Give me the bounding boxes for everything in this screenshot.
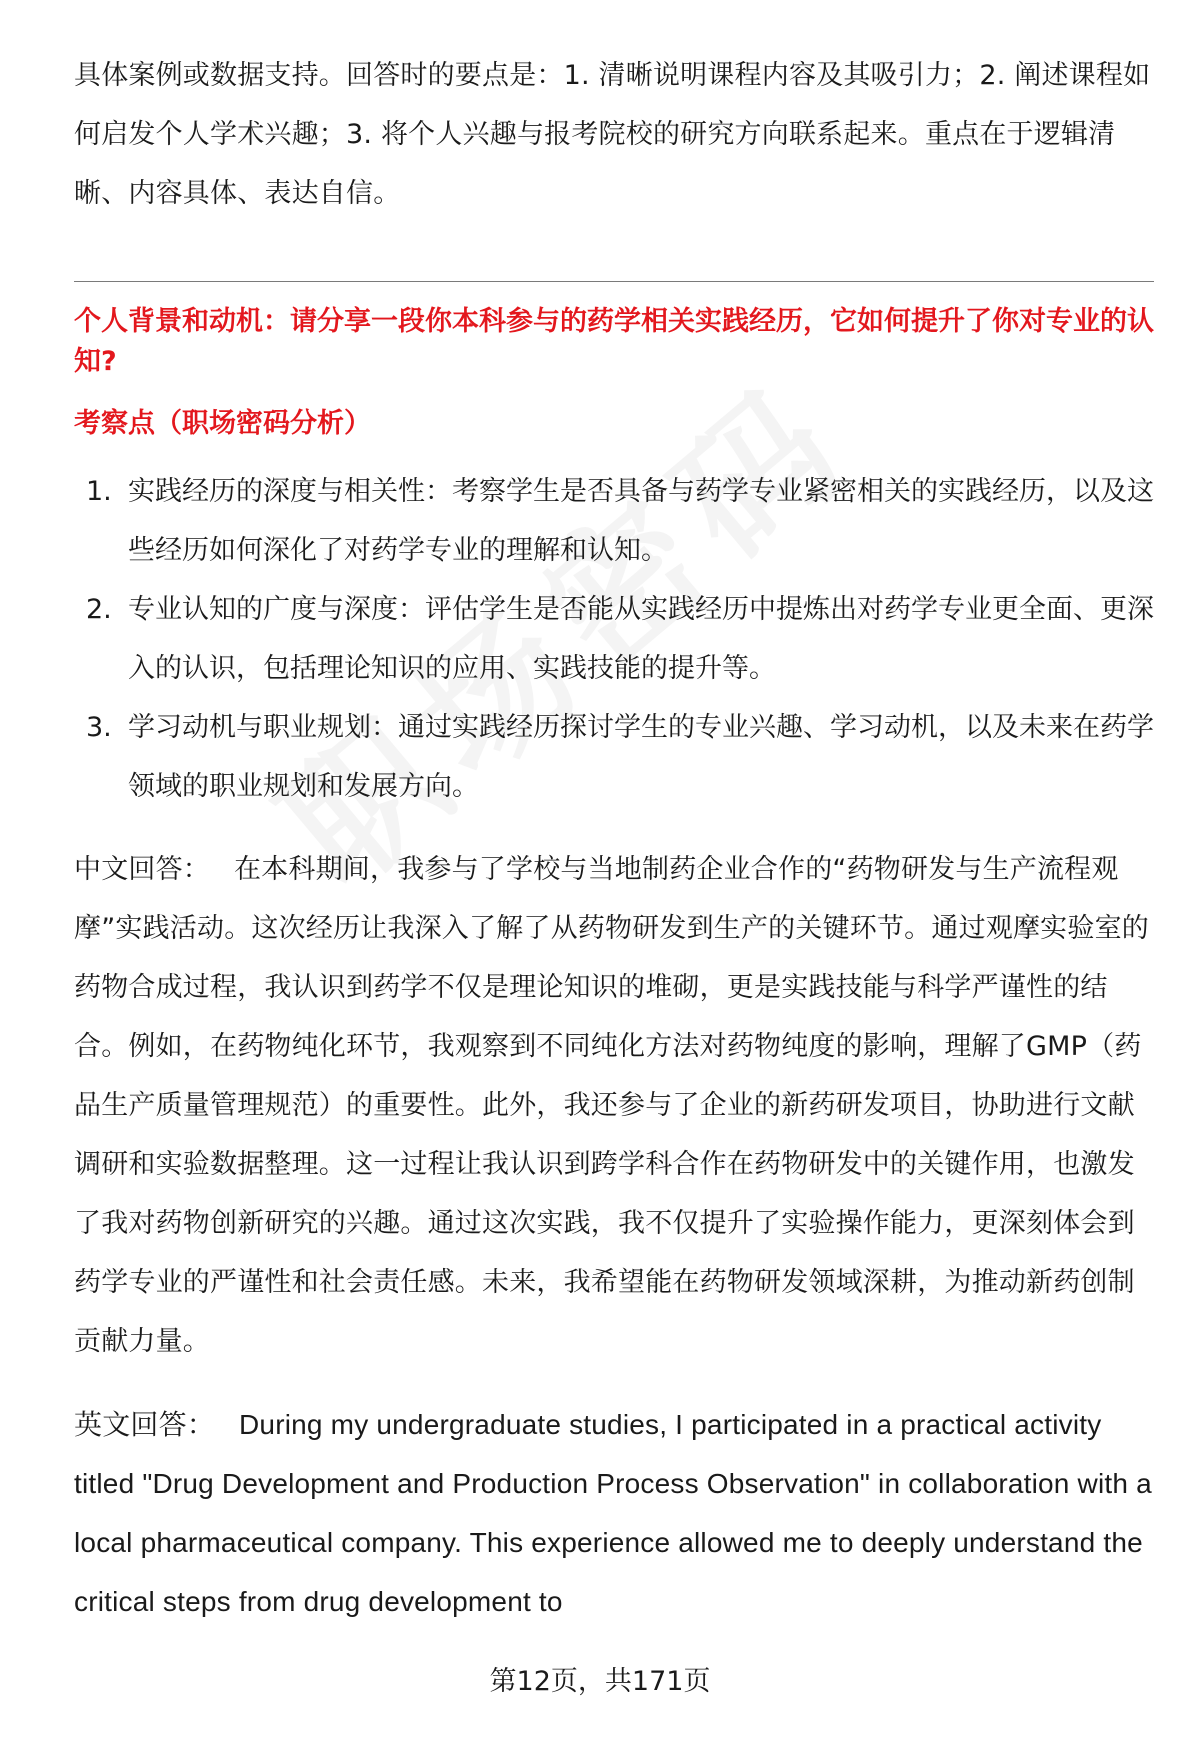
english-answer-label: 英文回答： — [74, 1409, 216, 1440]
list-item — [74, 462, 1154, 580]
assessment-heading: 考察点（职场密码分析） — [74, 408, 371, 439]
chinese-answer-text: 在本科期间，我参与了学校与当地制药企业合作的“药物研发与生产流程观摩”实践活动。这次经历让我深入了解了从药物研发到生产的关键环节。通过观摩实验室的药物合成过程，我认识到药学不仅是理论知识的堆砌，更是实践技能与科学严谨性的结合。例如，在药物纯化环节，我观察到不同纯化方法对药物纯度的影响，理解了GMP（药品生产质量管理规范）的重要性。此外，我还参与了企业的新药研发项目，协助进行文献调研和实验数据整理。这一过程让我认识到跨学科合作在药物研发中的关键作用，也激发了我对药物创新研究的兴趣。通过这次实践，我不仅提升了实验操作能力，更深刻体会到药学专业的严谨性和社会责任感。未来，我希望能在药物研发领域深耕，为推动新药创制贡献力量。 — [74, 854, 1149, 1357]
assessment-list — [74, 462, 1154, 816]
list-item-text: 学习动机与职业规划：通过实践经历探讨学生的专业兴趣、学习动机，以及未来在药学领域的职业规划和发展方向。 — [128, 712, 1154, 802]
english-answer — [74, 1395, 1154, 1631]
list-item-number: 1. — [86, 476, 112, 507]
chinese-answer-label: 中文回答： — [74, 854, 210, 885]
chinese-answer — [74, 840, 1154, 1371]
document-page — [74, 46, 1154, 1631]
list-item-text: 实践经历的深度与相关性：考察学生是否具备与药学专业紧密相关的实践经历，以及这些经历如何深化了对药学专业的理解和认知。 — [128, 476, 1154, 566]
intro-paragraph: 具体案例或数据支持。回答时的要点是：1. 清晰说明课程内容及其吸引力；2. 阐述课程如何启发个人学术兴趣；3. 将个人兴趣与报考院校的研究方向联系起来。重点在于逻辑清晰、内容具体、表达自信。 — [74, 60, 1151, 209]
list-item-text: 专业认知的广度与深度：评估学生是否能从实践经历中提炼出对药学专业更全面、更深入的认识，包括理论知识的应用、实践技能的提升等。 — [128, 594, 1154, 684]
list-item — [74, 698, 1154, 816]
english-answer-text: During my undergraduate studies, I participated in a practical activity titled "Drug Development and Production Process Observation" in collaboration with a local pharmaceutical company. This experience allowed me to deeply understand the critical steps from drug development to — [74, 1409, 1152, 1617]
list-item — [74, 580, 1154, 698]
list-item-number: 3. — [86, 712, 112, 743]
question-heading: 个人背景和动机：请分享一段你本科参与的药学相关实践经历，它如何提升了你对专业的认知? — [74, 306, 1154, 377]
page-footer: 第12页，共171页 — [489, 1666, 711, 1697]
list-item-number: 2. — [86, 594, 112, 625]
section-divider — [74, 281, 1154, 282]
